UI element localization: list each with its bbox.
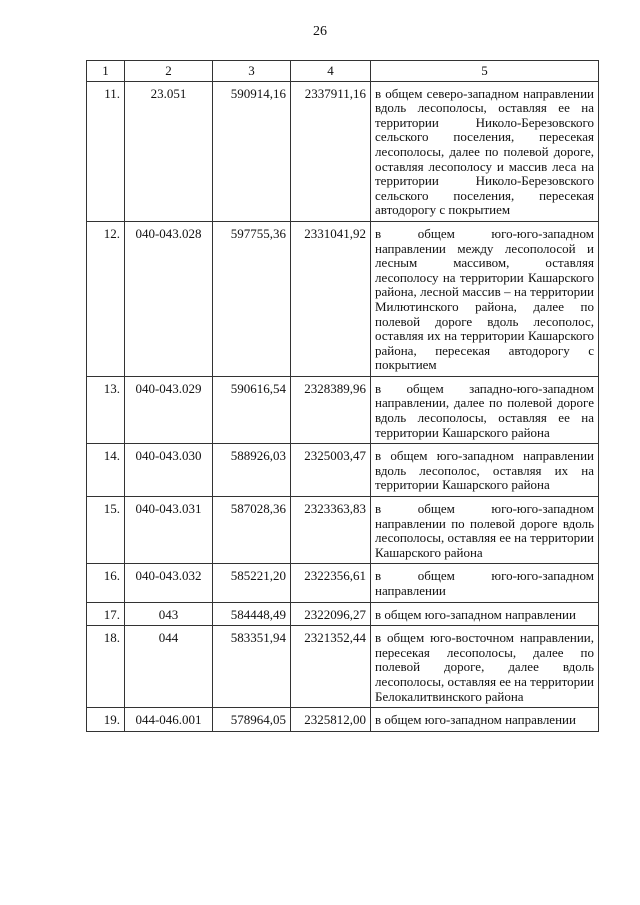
coordinate-y: 2325812,00 — [291, 708, 371, 732]
point-code: 23.051 — [125, 81, 213, 221]
boundary-description: в общем юго-западном направлении вдоль лесополос, оставляя их на территории Кашарского района — [371, 444, 599, 497]
header-col-1: 1 — [87, 61, 125, 82]
coordinate-y: 2322356,61 — [291, 564, 371, 602]
point-code: 044 — [125, 626, 213, 708]
boundary-description: в общем юго-западном направлении — [371, 708, 599, 732]
coordinate-y: 2325003,47 — [291, 444, 371, 497]
coordinate-x: 585221,20 — [213, 564, 291, 602]
row-number: 11. — [87, 81, 125, 221]
table-row — [87, 81, 599, 221]
point-code: 044-046.001 — [125, 708, 213, 732]
boundary-description: в общем юго-восточном направлении, пересекая лесополосы, далее по полевой дороге, далее вдоль лесополосы, оставляя ее на территории Белокалитвинского района — [371, 626, 599, 708]
row-number: 16. — [87, 564, 125, 602]
table-row — [87, 602, 599, 626]
coordinate-x: 597755,36 — [213, 221, 291, 376]
header-col-2: 2 — [125, 61, 213, 82]
point-code: 040-043.028 — [125, 221, 213, 376]
table-row — [87, 626, 599, 708]
row-number: 13. — [87, 376, 125, 443]
coordinate-x: 590616,54 — [213, 376, 291, 443]
row-number: 19. — [87, 708, 125, 732]
coordinate-y: 2328389,96 — [291, 376, 371, 443]
table-row — [87, 221, 599, 376]
coordinate-y: 2331041,92 — [291, 221, 371, 376]
coordinate-y: 2322096,27 — [291, 602, 371, 626]
point-code: 040-043.032 — [125, 564, 213, 602]
row-number: 14. — [87, 444, 125, 497]
table-header-row — [87, 61, 599, 82]
table-row — [87, 376, 599, 443]
coordinate-x: 584448,49 — [213, 602, 291, 626]
point-code: 043 — [125, 602, 213, 626]
point-code: 040-043.031 — [125, 497, 213, 564]
boundary-description: в общем северо-западном направлении вдоль лесополосы, оставляя ее на территории Николо-Березовского сельского поселения, пересекая лесополосы, далее по полевой дороге, оставляя лесополосу и массив леса на территории Николо-Березовского сельского поселения, пересекая автодорогу с покрытием — [371, 81, 599, 221]
row-number: 12. — [87, 221, 125, 376]
table-row — [87, 444, 599, 497]
coordinate-y: 2321352,44 — [291, 626, 371, 708]
boundary-description: в общем юго-юго-западном направлении между лесополосой и лесным массивом, оставляя лесополосу на территории Кашарского района, лесной массив – на территории Милютинского района, далее по полевой дороге вдоль лесополос, оставляя их на территории Кашарского района, пересекая автодорогу с покрытием — [371, 221, 599, 376]
boundary-description: в общем юго-юго-западном направлении — [371, 564, 599, 602]
coordinate-x: 587028,36 — [213, 497, 291, 564]
row-number: 18. — [87, 626, 125, 708]
header-col-5: 5 — [371, 61, 599, 82]
table-row — [87, 564, 599, 602]
coordinate-x: 578964,05 — [213, 708, 291, 732]
header-col-3: 3 — [213, 61, 291, 82]
boundary-description: в общем юго-юго-западном направлении по полевой дороге вдоль лесополосы, оставляя ее на территории Кашарского района — [371, 497, 599, 564]
row-number: 17. — [87, 602, 125, 626]
coordinate-y: 2337911,16 — [291, 81, 371, 221]
boundary-description: в общем юго-западном направлении — [371, 602, 599, 626]
point-code: 040-043.030 — [125, 444, 213, 497]
boundary-description: в общем западно-юго-западном направлении, далее по полевой дороге вдоль лесополосы, оставляя ее на территории Кашарского района — [371, 376, 599, 443]
coordinate-y: 2323363,83 — [291, 497, 371, 564]
table-row — [87, 497, 599, 564]
header-col-4: 4 — [291, 61, 371, 82]
table-row — [87, 708, 599, 732]
coordinate-x: 590914,16 — [213, 81, 291, 221]
point-code: 040-043.029 — [125, 376, 213, 443]
coordinate-x: 583351,94 — [213, 626, 291, 708]
table-body — [87, 81, 599, 731]
boundary-points-table — [86, 60, 599, 732]
row-number: 15. — [87, 497, 125, 564]
coordinate-x: 588926,03 — [213, 444, 291, 497]
page-number: 26 — [313, 24, 327, 39]
